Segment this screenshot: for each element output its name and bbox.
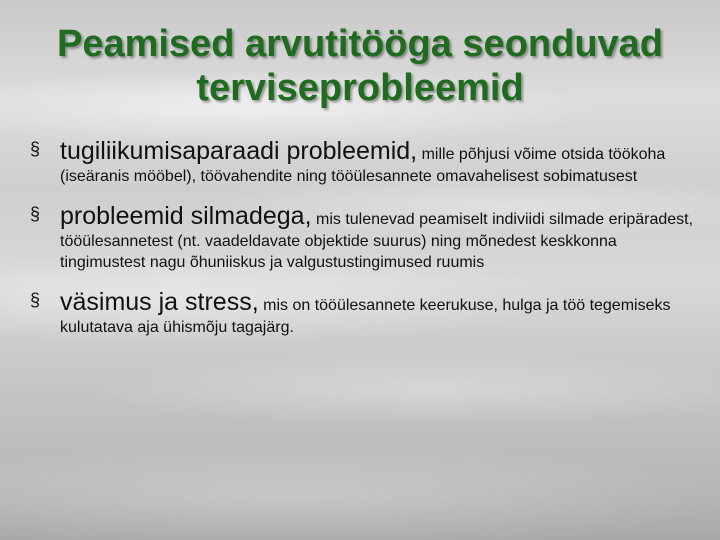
bullet-item bbox=[30, 287, 702, 338]
slide-title: Peamised arvutitööga seonduvad terviseprobleemid bbox=[56, 23, 664, 109]
bullet-item bbox=[30, 201, 702, 273]
bullet-lead: probleemid silmadega, bbox=[60, 202, 312, 230]
bullet-rest: mis tulenevad peamiselt indiviidi silmade eripäradest, tööülesannetest (nt. vaadeldavate objektide suurus) ning mõnedest keskkonna tingimustest nagu õhuniiskus ja valgustustingimused ruumis bbox=[60, 211, 694, 271]
bullet-text bbox=[60, 287, 702, 338]
bullet-marker-icon: § bbox=[30, 290, 41, 310]
bullet-marker-icon: § bbox=[30, 139, 41, 159]
bullet-text bbox=[60, 201, 702, 273]
bullet-lead: tugiliikumisaparaadi probleemid, bbox=[60, 137, 418, 165]
bullet-rest: mis on tööülesannete keerukuse, hulga ja töö tegemiseks kulutatava aja ühismõju tagajärg. bbox=[60, 297, 671, 336]
bullet-marker-icon: § bbox=[30, 204, 41, 224]
bullet-list bbox=[30, 136, 702, 352]
bullet-item bbox=[30, 136, 702, 187]
bullet-rest: mille põhjusi võime otsida töökoha (iseäranis mööbel), töövahendite ning tööülesannete omavahelisest sobimatusest bbox=[60, 146, 666, 185]
bullet-text bbox=[60, 136, 702, 187]
bullet-lead: väsimus ja stress, bbox=[60, 288, 259, 316]
